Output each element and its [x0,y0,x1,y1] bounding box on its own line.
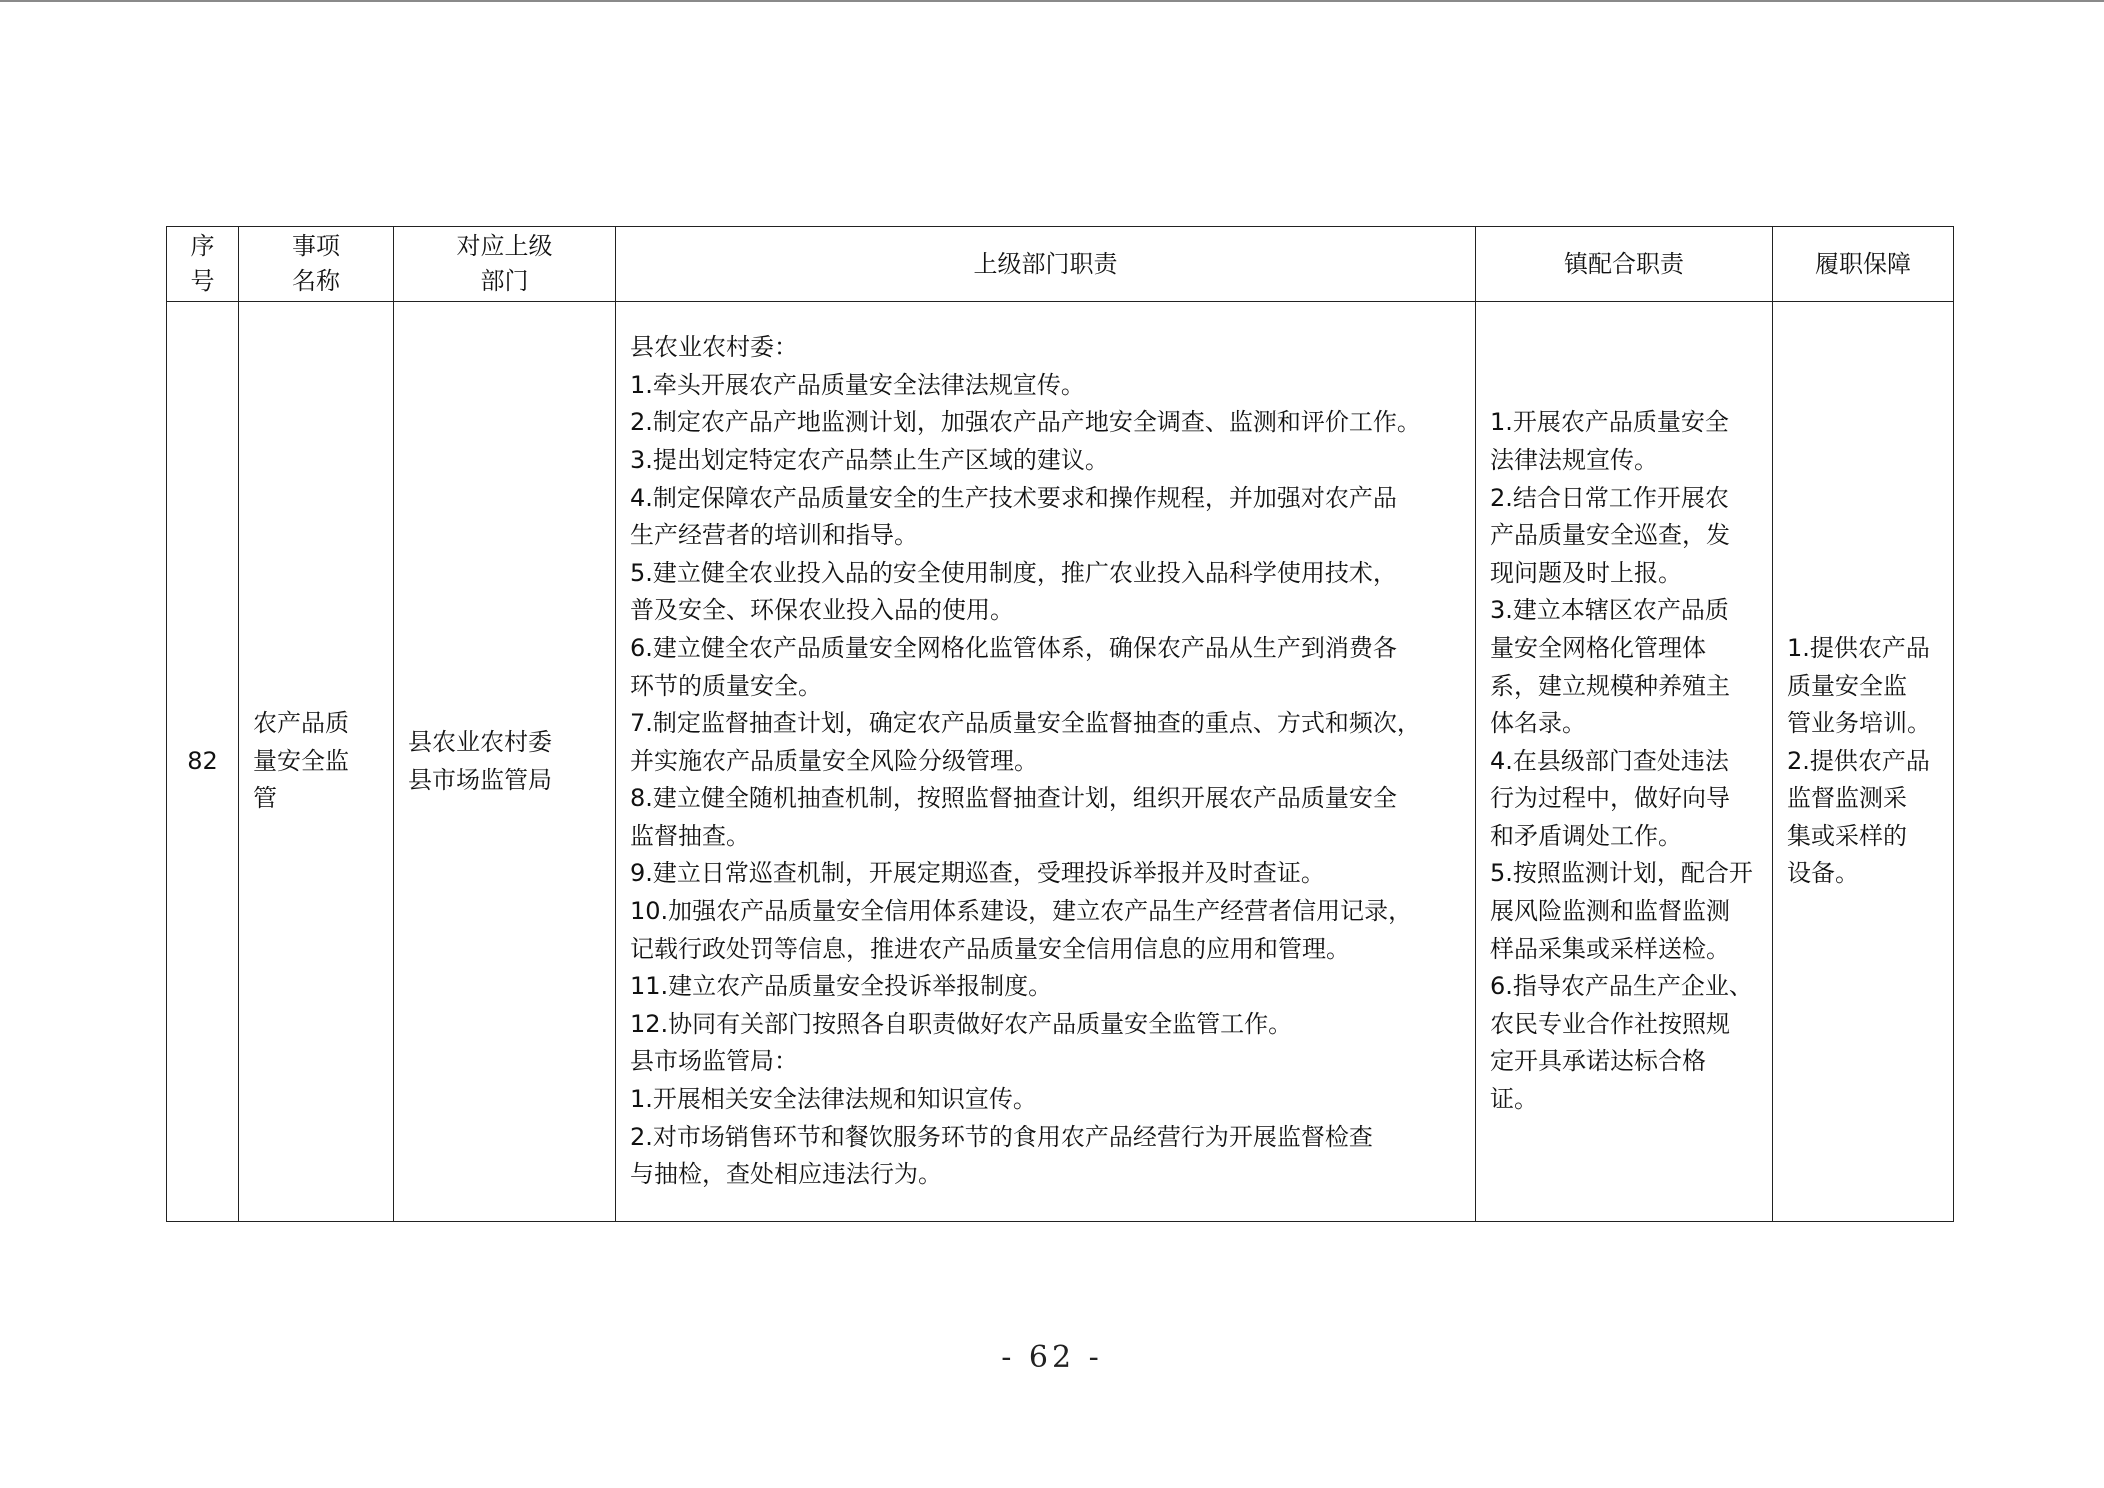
table-row [167,302,1954,1222]
town-duty-line: 产品质量安全巡查，发 [1490,521,1730,550]
upper-duty-line: 7.制定监督抽查计划，确定农产品质量安全监督抽查的重点、方式和频次， [630,709,1421,738]
town-duty-line: 样品采集或采样送检。 [1490,934,1730,963]
guarantee-line: 2.提供农产品 [1787,746,1930,775]
town-duty-line: 体名录。 [1490,709,1586,738]
guarantee-line: 质量安全监 [1787,671,1907,700]
upper-duty-line: 2.对市场销售环节和餐饮服务环节的食用农产品经营行为开展监督检查 [630,1122,1373,1151]
guarantee-line: 管业务培训。 [1787,709,1931,738]
table-header-row [167,227,1954,302]
upper-duty-line: 12.协同有关部门按照各自职责做好农产品质量安全监管工作。 [630,1009,1293,1038]
town-duty-line: 量安全网格化管理体 [1490,633,1706,662]
page-number: - 62 - [1001,1340,1103,1375]
upper-duty-line: 4.制定保障农产品质量安全的生产技术要求和操作规程，并加强对农产品 [630,483,1397,512]
upper-duty-line: 9.建立日常巡查机制，开展定期巡查，受理投诉举报并及时查证。 [630,859,1325,888]
upper-duty-line: 1.开展相关安全法律法规和知识宣传。 [630,1085,1037,1114]
upper-duty-line: 10.加强农产品质量安全信用体系建设，建立农产品生产经营者信用记录， [630,897,1413,926]
upper-duty-line: 6.建立健全农产品质量安全网格化监管体系，确保农产品从生产到消费各 [630,633,1397,662]
upper-duty-line: 8.建立健全随机抽查机制，按照监督抽查计划，组织开展农产品质量安全 [630,784,1397,813]
upper-duty-line: 县市场监管局： [630,1047,798,1076]
guarantee-line: 监督监测采 [1787,784,1907,813]
upper-duty-line: 1.牵头开展农产品质量安全法律法规宣传。 [630,370,1085,399]
row-item-name: 农产品质 量安全监 管 [239,302,394,1222]
row-guarantee [1773,302,1954,1222]
town-duty-line: 证。 [1490,1085,1538,1114]
town-duty-line: 6.指导农产品生产企业、 [1490,972,1753,1001]
row-departments: 县农业农村委 县市场监管局 [394,302,616,1222]
top-border-line [0,0,2104,2]
header-item-name: 事项 名称 [239,227,394,302]
town-duty-line: 农民专业合作社按照规 [1490,1009,1730,1038]
upper-duty-line: 环节的质量安全。 [630,671,822,700]
town-duty-line: 法律法规宣传。 [1490,445,1658,474]
upper-duty-line: 普及安全、环保农业投入品的使用。 [630,596,1014,625]
header-town-duty: 镇配合职责 [1476,227,1773,302]
town-duty-line: 4.在县级部门查处违法 [1490,746,1729,775]
town-duty-line: 系，建立规模种养殖主 [1490,671,1730,700]
town-duty-line: 2.结合日常工作开展农 [1490,483,1729,512]
header-upper-duty: 上级部门职责 [616,227,1476,302]
row-seq-number: 82 [167,302,239,1222]
upper-duty-line: 2.制定农产品产地监测计划，加强农产品产地安全调查、监测和评价工作。 [630,408,1421,437]
town-duty-line: 展风险监测和监督监测 [1490,897,1730,926]
upper-duty-line: 并实施农产品质量安全风险分级管理。 [630,746,1038,775]
duty-table [166,226,1954,1222]
header-department: 对应上级 部门 [394,227,616,302]
upper-duty-line: 3.提出划定特定农产品禁止生产区域的建议。 [630,445,1109,474]
upper-duty-line: 记载行政处罚等信息，推进农产品质量安全信用信息的应用和管理。 [630,934,1350,963]
town-duty-line: 和矛盾调处工作。 [1490,821,1682,850]
guarantee-line: 集或采样的 [1787,821,1907,850]
town-duty-line: 行为过程中，做好向导 [1490,784,1730,813]
header-seq: 序 号 [167,227,239,302]
town-duty-line: 5.按照监测计划，配合开 [1490,859,1753,888]
upper-duty-line: 生产经营者的培训和指导。 [630,521,918,550]
upper-duty-line: 5.建立健全农业投入品的安全使用制度，推广农业投入品科学使用技术， [630,558,1397,587]
upper-duty-line: 与抽检，查处相应违法行为。 [630,1160,942,1189]
town-duty-line: 定开具承诺达标合格 [1490,1047,1706,1076]
header-guarantee: 履职保障 [1773,227,1954,302]
upper-duty-line: 监督抽查。 [630,821,750,850]
row-town-duty [1476,302,1773,1222]
town-duty-line: 3.建立本辖区农产品质 [1490,596,1729,625]
guarantee-line: 1.提供农产品 [1787,633,1930,662]
row-upper-duty [616,302,1476,1222]
town-duty-line: 1.开展农产品质量安全 [1490,408,1729,437]
town-duty-line: 现问题及时上报。 [1490,558,1682,587]
upper-duty-line: 11.建立农产品质量安全投诉举报制度。 [630,972,1053,1001]
guarantee-line: 设备。 [1787,859,1859,888]
upper-duty-line: 县农业农村委： [630,333,798,362]
